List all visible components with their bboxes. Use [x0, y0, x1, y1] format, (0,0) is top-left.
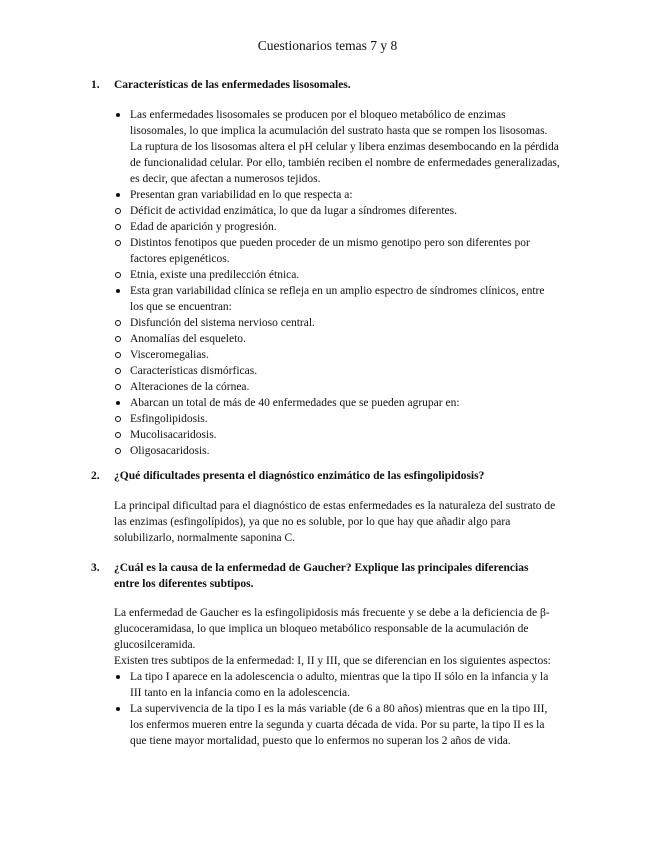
sub-bullet-item: Distintos fenotipos que pueden proceder de un mismo genotipo pero son diferentes por factores epigenéticos.: [114, 235, 560, 267]
circle-bullet-icon: [115, 336, 121, 342]
section-2-heading: [91, 468, 551, 484]
section-3-heading: [91, 560, 551, 592]
page-title: Cuestionarios temas 7 y 8: [257, 38, 398, 53]
sub-bullet-item: Disfunción del sistema nervioso central.: [114, 315, 560, 331]
circle-bullet-icon: [115, 448, 121, 454]
circle-bullet-icon: [115, 384, 121, 390]
circle-bullet-icon: [115, 368, 121, 374]
bullet-item: La tipo I aparece en la adolescencia o adulto, mientras que la tipo II sólo en la infancia y la III tanto en la infancia como en la adolescencia.: [114, 669, 560, 701]
circle-bullet-icon: [115, 208, 121, 214]
sub-bullet-item: Edad de aparición y progresión.: [114, 219, 560, 235]
bullet-item: Las enfermedades lisosomales se producen por el bloqueo metabólico de enzimas lisosomales, lo que implica la acumulación del sustrato hasta que se rompen los lisosomas. La ruptura de los lisosomas altera el pH celular y libera enzimas desembocando en la pérdida de funcionalidad celular. Por ello, también reciben el nombre de enfermedades generalizadas, es decir, que afectan a numerosos tejidos.: [114, 107, 560, 187]
section-number: 1.: [91, 79, 100, 91]
sub-bullet-item: Etnia, existe una predilección étnica.: [114, 267, 560, 283]
sub-bullet-item: Déficit de actividad enzimática, lo que da lugar a síndromes diferentes.: [114, 203, 560, 219]
section-title: ¿Qué dificultades presenta el diagnóstico enzimático de las esfingolipidosis?: [114, 470, 485, 482]
sub-bullet-item: Anomalías del esqueleto.: [114, 331, 560, 347]
bullet-item: La supervivencia de la tipo I es la más variable (de 6 a 80 años) mientras que en la tipo III, los enfermos mueren entre la segunda y cuarta década de vida. Por su parte, la tipo II es la que tiene mayor mortalidad, puesto que lo enfermos no superan los 2 años de vida.: [114, 701, 560, 749]
circle-bullet-icon: [115, 240, 121, 246]
section-title: Características de las enfermedades lisosomales.: [114, 79, 351, 91]
bullet-item: Presentan gran variabilidad en lo que respecta a:: [114, 187, 560, 203]
sub-bullet-item: Características dismórficas.: [114, 363, 560, 379]
section-number: 3.: [91, 562, 100, 574]
sub-bullet-item: Oligosacaridosis.: [114, 443, 560, 459]
circle-bullet-icon: [115, 224, 121, 230]
section-number: 2.: [91, 470, 100, 482]
circle-bullet-icon: [115, 432, 121, 438]
bullet-icon: [116, 707, 120, 711]
sub-bullet-item: Alteraciones de la córnea.: [114, 379, 560, 395]
sub-bullet-item: Visceromegalias.: [114, 347, 560, 363]
sub-bullet-item: Mucolisacaridosis.: [114, 427, 560, 443]
paragraph: La principal dificultad para el diagnóstico de estas enfermedades es la naturaleza del sustrato de las enzimas (esfingolípidos), ya que no es soluble, por lo que hay que añadir algo para solubilizarlo, normalmente saponina C.: [114, 500, 556, 544]
bullet-icon: [116, 675, 120, 679]
circle-bullet-icon: [115, 352, 121, 358]
sub-bullet-item: Esfingolipidosis.: [114, 411, 560, 427]
section-title: ¿Cuál es la causa de la enfermedad de Gaucher? Explique las principales diferencias entre los diferentes subtipos.: [114, 562, 529, 590]
section-3-body: [114, 605, 560, 749]
section-1-heading: [91, 77, 551, 93]
bullet-item: Esta gran variabilidad clínica se refleja en un amplio espectro de síndromes clínicos, entre los que se encuentran:: [114, 283, 560, 315]
bullet-item: Abarcan un total de más de 40 enfermedades que se pueden agrupar en:: [114, 395, 560, 411]
section-1-body: [114, 107, 560, 459]
paragraph: La enfermedad de Gaucher es la esfingolipidosis más frecuente y se debe a la deficiencia de β-glucoceramidasa, lo que implica un bloqueo metabólico responsable de la acumulación de glucosilceramida.: [114, 607, 550, 651]
circle-bullet-icon: [115, 416, 121, 422]
bullet-icon: [116, 113, 120, 117]
bullet-icon: [116, 193, 120, 197]
circle-bullet-icon: [115, 320, 121, 326]
paragraph: Existen tres subtipos de la enfermedad: I, II y III, que se diferencian en los siguientes aspectos:: [114, 655, 551, 667]
bullet-icon: [116, 401, 120, 405]
circle-bullet-icon: [115, 272, 121, 278]
section-2-body: [114, 498, 560, 546]
bullet-icon: [116, 289, 120, 293]
